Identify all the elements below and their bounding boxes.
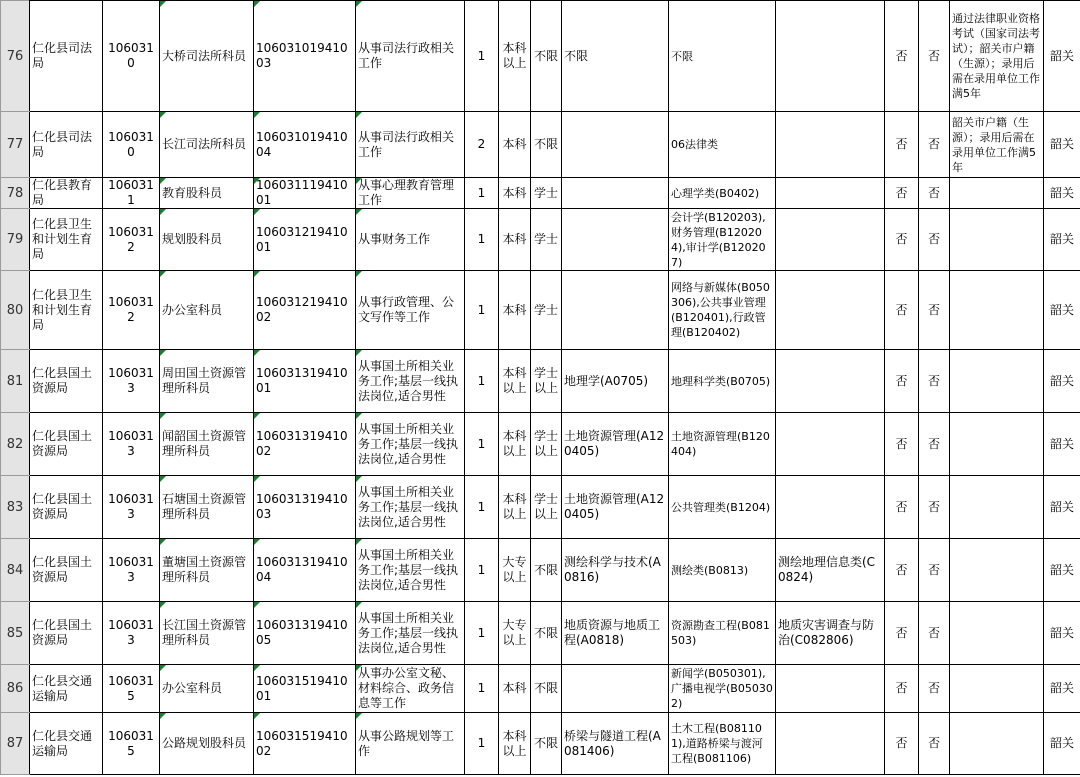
position-name-cell[interactable]: 公路规划股科员 bbox=[160, 713, 254, 775]
degree-cell[interactable]: 不限 bbox=[531, 602, 562, 665]
city-cell[interactable]: 韶关 bbox=[1044, 413, 1080, 476]
education-cell[interactable]: 本科以上 bbox=[499, 713, 531, 775]
graduate-major-cell[interactable]: 测绘科学与技术(A0816) bbox=[562, 539, 669, 602]
degree-cell[interactable]: 学士 bbox=[531, 209, 562, 271]
dept-name-cell[interactable]: 仁化县交通运输局 bbox=[30, 665, 103, 713]
education-cell[interactable]: 本科以上 bbox=[499, 476, 531, 539]
recruit-count-cell[interactable]: 1 bbox=[465, 413, 499, 476]
dept-code-cell[interactable]: 1060310 bbox=[103, 1, 160, 112]
city-cell[interactable]: 韶关 bbox=[1044, 665, 1080, 713]
dept-code-cell[interactable]: 1060315 bbox=[103, 713, 160, 775]
graduate-major-cell[interactable]: 不限 bbox=[562, 1, 669, 112]
graduate-major-cell[interactable] bbox=[562, 665, 669, 713]
position-name-cell[interactable]: 长江国土资源管理所科员 bbox=[160, 602, 254, 665]
undergrad-major-cell[interactable]: 地理科学类(B0705) bbox=[669, 350, 776, 413]
college-major-cell[interactable] bbox=[776, 713, 885, 775]
education-cell[interactable]: 本科 bbox=[499, 665, 531, 713]
degree-cell[interactable]: 学士 bbox=[531, 271, 562, 350]
education-cell[interactable]: 本科以上 bbox=[499, 1, 531, 112]
dept-name-cell[interactable]: 仁化县国土资源局 bbox=[30, 476, 103, 539]
row-number[interactable]: 79 bbox=[1, 209, 30, 271]
graduate-major-cell[interactable]: 土地资源管理(A120405) bbox=[562, 476, 669, 539]
dept-name-cell[interactable]: 仁化县卫生和计划生育局 bbox=[30, 271, 103, 350]
table-row bbox=[1, 539, 1080, 602]
college-major-cell[interactable] bbox=[776, 209, 885, 271]
degree-cell[interactable]: 不限 bbox=[531, 539, 562, 602]
table-row bbox=[1, 476, 1080, 539]
duty-cell[interactable]: 从事司法行政相关工作 bbox=[356, 1, 465, 112]
recruit-count-cell[interactable]: 1 bbox=[465, 209, 499, 271]
position-name-cell[interactable]: 闻韶国土资源管理所科员 bbox=[160, 413, 254, 476]
recruit-count-cell[interactable]: 1 bbox=[465, 476, 499, 539]
undergrad-major-cell[interactable]: 会计学(B120203),财务管理(B120204),审计学(B120207) bbox=[669, 209, 776, 271]
dept-code-cell[interactable]: 1060315 bbox=[103, 665, 160, 713]
recruit-count-cell[interactable]: 1 bbox=[465, 178, 499, 209]
duty-cell[interactable]: 从事国土所相关业务工作;基层一线执法岗位,适合男性 bbox=[356, 413, 465, 476]
position-name-cell[interactable]: 办公室科员 bbox=[160, 665, 254, 713]
dept-name-cell[interactable]: 仁化县国土资源局 bbox=[30, 413, 103, 476]
education-cell[interactable]: 本科 bbox=[499, 112, 531, 178]
duty-cell[interactable]: 从事心理教育管理工作 bbox=[356, 178, 465, 209]
duty-cell[interactable]: 从事司法行政相关工作 bbox=[356, 112, 465, 178]
college-major-cell[interactable] bbox=[776, 665, 885, 713]
condition-1-cell[interactable]: 否 bbox=[885, 713, 919, 775]
other-requirements-cell[interactable] bbox=[950, 476, 1044, 539]
position-code-cell[interactable]: 10603131941004 bbox=[254, 539, 356, 602]
condition-2-cell[interactable]: 否 bbox=[919, 539, 950, 602]
college-major-cell[interactable] bbox=[776, 350, 885, 413]
education-cell[interactable]: 本科 bbox=[499, 209, 531, 271]
undergrad-major-cell[interactable]: 公共管理类(B1204) bbox=[669, 476, 776, 539]
row-number[interactable]: 81 bbox=[1, 350, 30, 413]
other-requirements-cell[interactable] bbox=[950, 413, 1044, 476]
row-number[interactable]: 83 bbox=[1, 476, 30, 539]
other-requirements-cell[interactable] bbox=[950, 602, 1044, 665]
other-requirements-cell[interactable] bbox=[950, 350, 1044, 413]
dept-code-cell[interactable]: 1060312 bbox=[103, 209, 160, 271]
dept-code-cell[interactable]: 1060312 bbox=[103, 271, 160, 350]
undergrad-major-cell[interactable]: 测绘类(B0813) bbox=[669, 539, 776, 602]
graduate-major-cell[interactable]: 地理学(A0705) bbox=[562, 350, 669, 413]
condition-2-cell[interactable]: 否 bbox=[919, 476, 950, 539]
duty-cell[interactable]: 从事国土所相关业务工作;基层一线执法岗位,适合男性 bbox=[356, 602, 465, 665]
position-code-cell[interactable]: 10603131941003 bbox=[254, 476, 356, 539]
table-row bbox=[1, 350, 1080, 413]
undergrad-major-cell[interactable]: 资源勘查工程(B081503) bbox=[669, 602, 776, 665]
education-cell[interactable]: 本科 bbox=[499, 271, 531, 350]
duty-cell[interactable]: 从事行政管理、公文写作等工作 bbox=[356, 271, 465, 350]
recruit-count-cell[interactable]: 1 bbox=[465, 665, 499, 713]
duty-cell[interactable]: 从事公路规划等工作 bbox=[356, 713, 465, 775]
row-number[interactable]: 76 bbox=[1, 1, 30, 112]
condition-2-cell[interactable]: 否 bbox=[919, 209, 950, 271]
dept-name-cell[interactable]: 仁化县司法局 bbox=[30, 112, 103, 178]
other-requirements-cell[interactable] bbox=[950, 178, 1044, 209]
dept-name-cell[interactable]: 仁化县国土资源局 bbox=[30, 602, 103, 665]
city-cell[interactable]: 韶关 bbox=[1044, 476, 1080, 539]
recruit-count-cell[interactable]: 1 bbox=[465, 713, 499, 775]
dept-code-cell[interactable]: 1060313 bbox=[103, 539, 160, 602]
dept-name-cell[interactable]: 仁化县国土资源局 bbox=[30, 539, 103, 602]
college-major-cell[interactable] bbox=[776, 476, 885, 539]
table-row bbox=[1, 665, 1080, 713]
position-name-cell[interactable]: 周田国土资源管理所科员 bbox=[160, 350, 254, 413]
other-requirements-cell[interactable] bbox=[950, 713, 1044, 775]
position-name-cell[interactable]: 董塘国土资源管理所科员 bbox=[160, 539, 254, 602]
position-name-cell[interactable]: 长江司法所科员 bbox=[160, 112, 254, 178]
dept-code-cell[interactable]: 1060313 bbox=[103, 602, 160, 665]
condition-1-cell[interactable]: 否 bbox=[885, 209, 919, 271]
position-code-cell[interactable]: 10603111941001 bbox=[254, 178, 356, 209]
position-code-cell[interactable]: 10603131941001 bbox=[254, 350, 356, 413]
condition-2-cell[interactable]: 否 bbox=[919, 1, 950, 112]
city-cell[interactable]: 韶关 bbox=[1044, 602, 1080, 665]
condition-2-cell[interactable]: 否 bbox=[919, 413, 950, 476]
undergrad-major-cell[interactable]: 网络与新媒体(B050306),公共事业管理(B120401),行政管理(B120402) bbox=[669, 271, 776, 350]
undergrad-major-cell[interactable]: 心理学类(B0402) bbox=[669, 178, 776, 209]
recruit-count-cell[interactable]: 2 bbox=[465, 112, 499, 178]
recruit-count-cell[interactable]: 1 bbox=[465, 1, 499, 112]
college-major-cell[interactable] bbox=[776, 1, 885, 112]
condition-1-cell[interactable]: 否 bbox=[885, 178, 919, 209]
table-row bbox=[1, 112, 1080, 178]
graduate-major-cell[interactable]: 桥梁与隧道工程(A081406) bbox=[562, 713, 669, 775]
position-name-cell[interactable]: 规划股科员 bbox=[160, 209, 254, 271]
condition-1-cell[interactable]: 否 bbox=[885, 350, 919, 413]
condition-1-cell[interactable]: 否 bbox=[885, 413, 919, 476]
degree-cell[interactable]: 不限 bbox=[531, 112, 562, 178]
table-row bbox=[1, 1, 1080, 112]
degree-cell[interactable]: 学士 bbox=[531, 178, 562, 209]
condition-2-cell[interactable]: 否 bbox=[919, 602, 950, 665]
condition-1-cell[interactable]: 否 bbox=[885, 476, 919, 539]
position-name-cell[interactable]: 大桥司法所科员 bbox=[160, 1, 254, 112]
recruit-count-cell[interactable]: 1 bbox=[465, 350, 499, 413]
other-requirements-cell[interactable] bbox=[950, 665, 1044, 713]
graduate-major-cell[interactable] bbox=[562, 209, 669, 271]
city-cell[interactable]: 韶关 bbox=[1044, 350, 1080, 413]
city-cell[interactable]: 韶关 bbox=[1044, 539, 1080, 602]
condition-2-cell[interactable]: 否 bbox=[919, 178, 950, 209]
graduate-major-cell[interactable] bbox=[562, 112, 669, 178]
position-code-cell[interactable]: 10603101941004 bbox=[254, 112, 356, 178]
education-cell[interactable]: 大专以上 bbox=[499, 539, 531, 602]
graduate-major-cell[interactable]: 地质资源与地质工程(A0818) bbox=[562, 602, 669, 665]
position-code-cell[interactable]: 10603121941001 bbox=[254, 209, 356, 271]
row-number[interactable]: 87 bbox=[1, 713, 30, 775]
graduate-major-cell[interactable]: 土地资源管理(A120405) bbox=[562, 413, 669, 476]
position-name-cell[interactable]: 石塘国土资源管理所科员 bbox=[160, 476, 254, 539]
graduate-major-cell[interactable] bbox=[562, 178, 669, 209]
position-code-cell[interactable]: 10603131941005 bbox=[254, 602, 356, 665]
position-code-cell[interactable]: 10603101941003 bbox=[254, 1, 356, 112]
condition-1-cell[interactable]: 否 bbox=[885, 1, 919, 112]
position-code-cell[interactable]: 10603131941002 bbox=[254, 413, 356, 476]
row-number[interactable]: 84 bbox=[1, 539, 30, 602]
table-row bbox=[1, 271, 1080, 350]
city-cell[interactable]: 韶关 bbox=[1044, 178, 1080, 209]
table-row bbox=[1, 413, 1080, 476]
condition-1-cell[interactable]: 否 bbox=[885, 665, 919, 713]
dept-code-cell[interactable]: 1060313 bbox=[103, 476, 160, 539]
undergrad-major-cell[interactable]: 土地资源管理(B120404) bbox=[669, 413, 776, 476]
city-cell[interactable]: 韶关 bbox=[1044, 713, 1080, 775]
degree-cell[interactable]: 学士以上 bbox=[531, 476, 562, 539]
duty-cell[interactable]: 从事国土所相关业务工作;基层一线执法岗位,适合男性 bbox=[356, 350, 465, 413]
dept-name-cell[interactable]: 仁化县教育局 bbox=[30, 178, 103, 209]
other-requirements-cell[interactable] bbox=[950, 539, 1044, 602]
row-number[interactable]: 80 bbox=[1, 271, 30, 350]
degree-cell[interactable]: 不限 bbox=[531, 665, 562, 713]
condition-1-cell[interactable]: 否 bbox=[885, 271, 919, 350]
dept-name-cell[interactable]: 仁化县交通运输局 bbox=[30, 713, 103, 775]
college-major-cell[interactable]: 地质灾害调查与防治(C082806) bbox=[776, 602, 885, 665]
condition-2-cell[interactable]: 否 bbox=[919, 665, 950, 713]
table-row bbox=[1, 602, 1080, 665]
condition-1-cell[interactable]: 否 bbox=[885, 539, 919, 602]
duty-cell[interactable]: 从事财务工作 bbox=[356, 209, 465, 271]
dept-name-cell[interactable]: 仁化县卫生和计划生育局 bbox=[30, 209, 103, 271]
condition-2-cell[interactable]: 否 bbox=[919, 350, 950, 413]
degree-cell[interactable]: 学士以上 bbox=[531, 350, 562, 413]
other-requirements-cell[interactable]: 通过法律职业资格考试（国家司法考试）；韶关市户籍（生源）；录用后需在录用单位工作满5年 bbox=[950, 1, 1044, 112]
recruit-count-cell[interactable]: 1 bbox=[465, 271, 499, 350]
other-requirements-cell[interactable] bbox=[950, 271, 1044, 350]
education-cell[interactable]: 本科以上 bbox=[499, 350, 531, 413]
dept-code-cell[interactable]: 1060313 bbox=[103, 350, 160, 413]
college-major-cell[interactable]: 测绘地理信息类(C0824) bbox=[776, 539, 885, 602]
position-code-cell[interactable]: 10603151941001 bbox=[254, 665, 356, 713]
position-name-cell[interactable]: 办公室科员 bbox=[160, 271, 254, 350]
college-major-cell[interactable] bbox=[776, 178, 885, 209]
condition-1-cell[interactable]: 否 bbox=[885, 602, 919, 665]
row-number[interactable]: 77 bbox=[1, 112, 30, 178]
degree-cell[interactable]: 不限 bbox=[531, 713, 562, 775]
position-code-cell[interactable]: 10603121941002 bbox=[254, 271, 356, 350]
college-major-cell[interactable] bbox=[776, 413, 885, 476]
dept-code-cell[interactable]: 1060311 bbox=[103, 178, 160, 209]
duty-cell[interactable]: 从事国土所相关业务工作;基层一线执法岗位,适合男性 bbox=[356, 539, 465, 602]
education-cell[interactable]: 大专以上 bbox=[499, 602, 531, 665]
city-cell[interactable]: 韶关 bbox=[1044, 1, 1080, 112]
degree-cell[interactable]: 学士以上 bbox=[531, 413, 562, 476]
undergrad-major-cell[interactable]: 不限 bbox=[669, 1, 776, 112]
graduate-major-cell[interactable] bbox=[562, 271, 669, 350]
recruit-count-cell[interactable]: 1 bbox=[465, 602, 499, 665]
degree-cell[interactable]: 不限 bbox=[531, 1, 562, 112]
row-number[interactable]: 78 bbox=[1, 178, 30, 209]
other-requirements-cell[interactable]: 韶关市户籍（生源）；录用后需在录用单位工作满5年 bbox=[950, 112, 1044, 178]
education-cell[interactable]: 本科以上 bbox=[499, 413, 531, 476]
college-major-cell[interactable] bbox=[776, 271, 885, 350]
position-name-cell[interactable]: 教育股科员 bbox=[160, 178, 254, 209]
table-row bbox=[1, 178, 1080, 209]
recruit-count-cell[interactable]: 1 bbox=[465, 539, 499, 602]
dept-code-cell[interactable]: 1060310 bbox=[103, 112, 160, 178]
row-number[interactable]: 86 bbox=[1, 665, 30, 713]
dept-code-cell[interactable]: 1060313 bbox=[103, 413, 160, 476]
other-requirements-cell[interactable] bbox=[950, 209, 1044, 271]
education-cell[interactable]: 本科 bbox=[499, 178, 531, 209]
row-number[interactable]: 82 bbox=[1, 413, 30, 476]
table-row bbox=[1, 209, 1080, 271]
condition-2-cell[interactable]: 否 bbox=[919, 112, 950, 178]
city-cell[interactable]: 韶关 bbox=[1044, 209, 1080, 271]
condition-2-cell[interactable]: 否 bbox=[919, 271, 950, 350]
college-major-cell[interactable] bbox=[776, 112, 885, 178]
condition-1-cell[interactable]: 否 bbox=[885, 112, 919, 178]
city-cell[interactable]: 韶关 bbox=[1044, 271, 1080, 350]
undergrad-major-cell[interactable]: 土木工程(B081101),道路桥梁与渡河工程(B081106) bbox=[669, 713, 776, 775]
city-cell[interactable]: 韶关 bbox=[1044, 112, 1080, 178]
row-number[interactable]: 85 bbox=[1, 602, 30, 665]
undergrad-major-cell[interactable]: 新闻学(B050301),广播电视学(B050302) bbox=[669, 665, 776, 713]
undergrad-major-cell[interactable]: 06法律类 bbox=[669, 112, 776, 178]
condition-2-cell[interactable]: 否 bbox=[919, 713, 950, 775]
dept-name-cell[interactable]: 仁化县国土资源局 bbox=[30, 350, 103, 413]
duty-cell[interactable]: 从事国土所相关业务工作;基层一线执法岗位,适合男性 bbox=[356, 476, 465, 539]
position-code-cell[interactable]: 10603151941002 bbox=[254, 713, 356, 775]
duty-cell[interactable]: 从事办公室文秘、材料综合、政务信息等工作 bbox=[356, 665, 465, 713]
dept-name-cell[interactable]: 仁化县司法局 bbox=[30, 1, 103, 112]
table-row bbox=[1, 713, 1080, 775]
